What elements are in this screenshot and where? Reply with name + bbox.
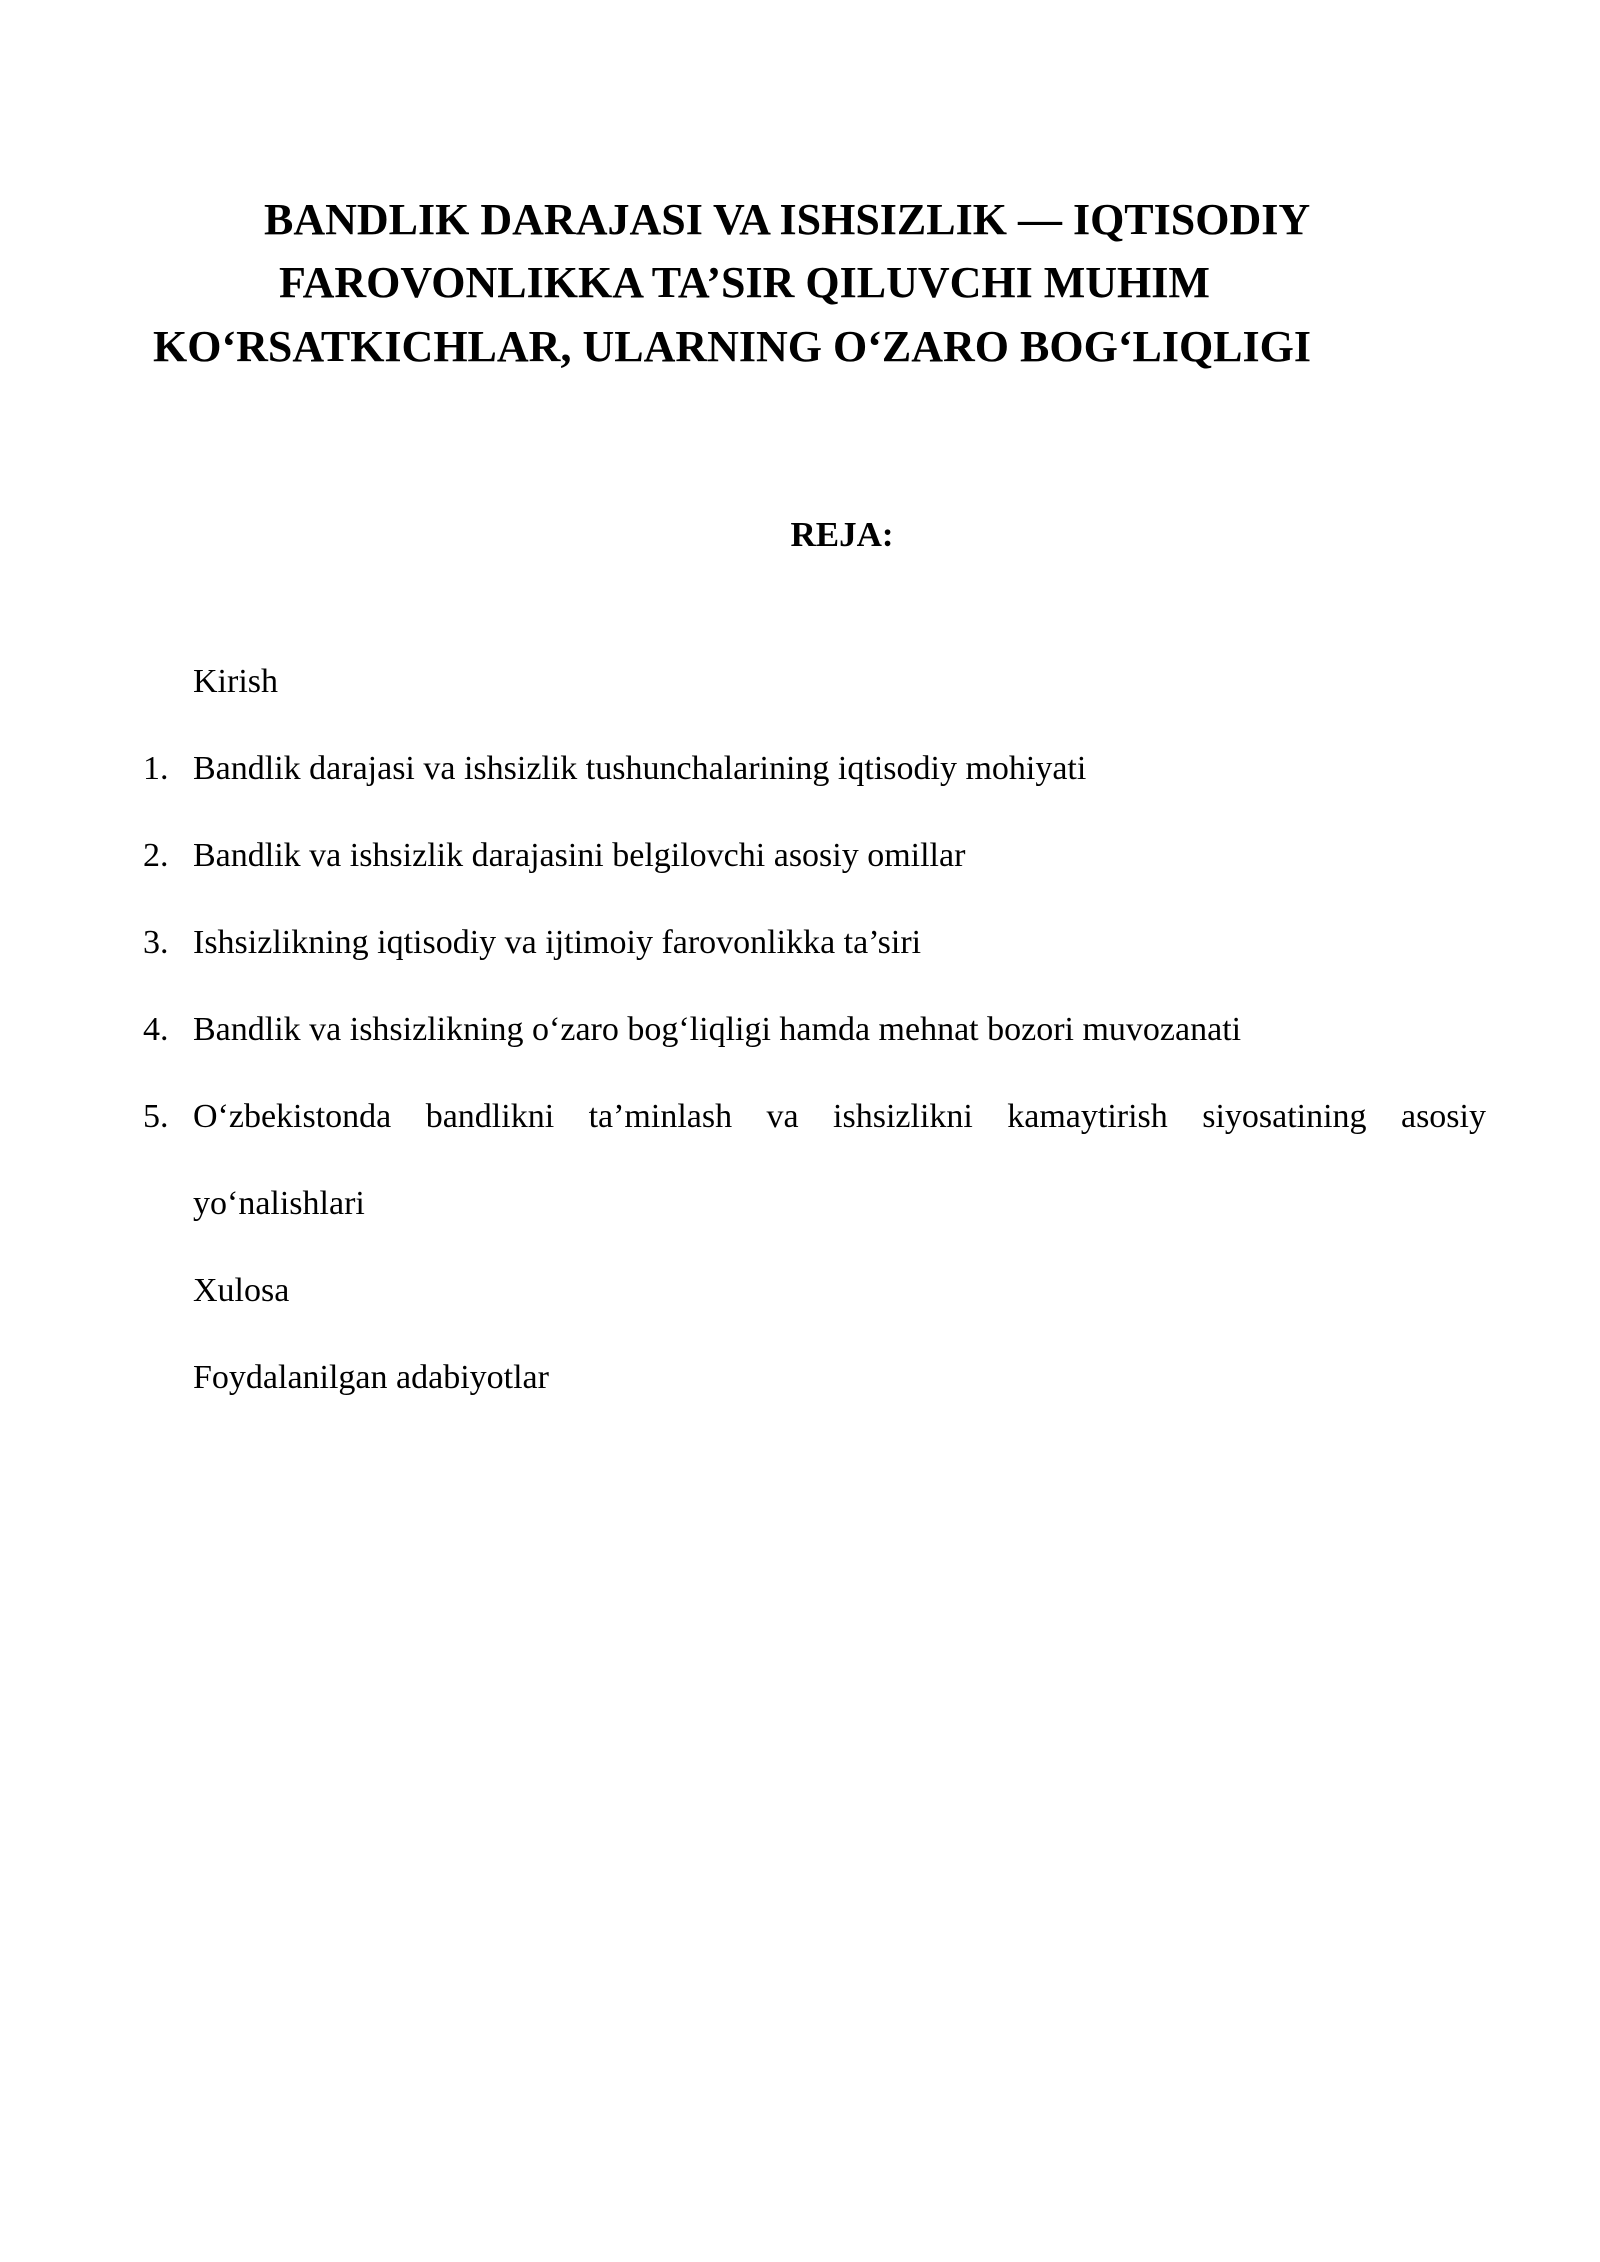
plan-item-1-text: Bandlik darajasi va ishsizlik tushunchalarining iqtisodiy mohiyati — [193, 750, 1087, 787]
plan-item-5-continuation: yo‘nalishlari — [193, 1185, 365, 1222]
document-title-line-3: KO‘RSATKICHLAR, ULARNING O‘ZARO BOG‘LIQLIGI — [153, 322, 1311, 371]
plan-item-2-text: Bandlik va ishsizlik darajasini belgilovchi asosiy omillar — [193, 837, 966, 874]
plan-item-3-text: Ishsizlikning iqtisodiy va ijtimoiy farovonlikka ta’siri — [193, 924, 922, 961]
plan-item-5-text: O‘zbekistonda bandlikni ta’minlash va ishsizlikni kamaytirish siyosatining asosiy — [193, 1098, 1486, 1135]
document-title-line-2: FAROVONLIKKA TA’SIR QILUVCHI MUHIM — [279, 258, 1210, 307]
plan-references: Foydalanilgan adabiyotlar — [193, 1359, 549, 1396]
plan-item-1-number: 1. — [143, 750, 169, 787]
plan-item-4-text: Bandlik va ishsizlikning o‘zaro bog‘liqligi hamda mehnat bozori muvozanati — [193, 1011, 1242, 1048]
plan-intro: Kirish — [193, 663, 278, 700]
plan-item-2-number: 2. — [143, 837, 169, 874]
plan-item-5-number: 5. — [143, 1098, 169, 1135]
plan-item-3-number: 3. — [143, 924, 169, 961]
document-title-line-1: BANDLIK DARAJASI VA ISHSIZLIK — IQTISODIY — [264, 195, 1311, 244]
plan-conclusion: Xulosa — [193, 1272, 290, 1309]
plan-heading: REJA: — [790, 515, 894, 554]
plan-item-4-number: 4. — [143, 1011, 169, 1048]
